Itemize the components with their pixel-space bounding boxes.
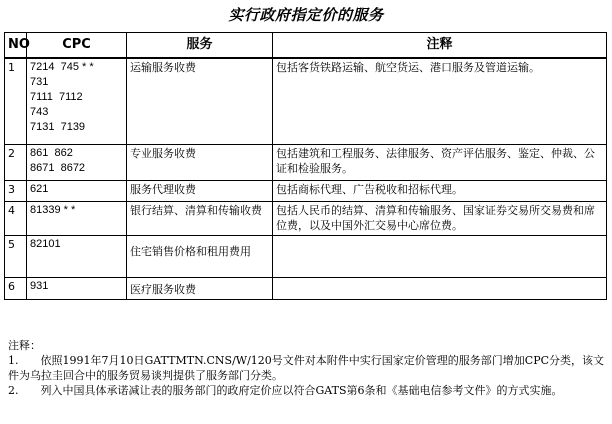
service-cell: [127, 277, 273, 299]
footnotes-heading: 注释：: [8, 339, 41, 352]
row-number: 6: [5, 277, 27, 299]
cpc-code: 7214 745 * *: [30, 61, 94, 73]
footnote-item: 2. 列入中国具体承诺减让表的服务部门的政府定价应以符合GATS第6条和《基础电信参考文件》的方式实施。: [8, 384, 563, 397]
service-cell: 专业服务收费: [127, 144, 273, 180]
cpc-code: 861 862: [30, 146, 73, 159]
document-title: 实行政府指定价的服务: [228, 6, 384, 24]
note-cell: 包括人民币的结算、清算和传输服务、国家证券交易所交易费和席位费，以及中国外汇交易中心席位费。: [273, 201, 607, 235]
table-row: [5, 144, 607, 180]
table-row: [5, 180, 607, 201]
note-cell: 包括建筑和工程服务、法律服务、资产评估服务、鉴定、仲裁、公证和检验服务。: [273, 144, 607, 180]
note-cell: [273, 277, 607, 299]
cpc-codes: [27, 58, 127, 144]
row-number: 3: [5, 180, 27, 201]
service-cell: 服务代理收费: [127, 180, 273, 201]
service-cell: [127, 235, 273, 277]
service-label: 住宅销售价格和租用费用: [130, 244, 251, 258]
cpc-code: 743: [30, 106, 49, 118]
cpc-codes: [27, 201, 127, 235]
row-number: 2: [5, 144, 27, 180]
service-label: 医疗服务收费: [130, 282, 196, 296]
row-number: 1: [5, 58, 27, 144]
header-cpc: CPC: [27, 33, 127, 59]
cpc-code: 931: [30, 279, 49, 292]
header-service: 服务: [127, 33, 273, 59]
table-row: [5, 58, 607, 144]
note-cell: 包括商标代理、广告税收和招标代理。: [273, 180, 607, 201]
pricing-table: [4, 32, 607, 300]
table-header-row: [5, 33, 607, 59]
cpc-code: 621: [30, 182, 49, 195]
cpc-codes: [27, 277, 127, 299]
row-number: 5: [5, 235, 27, 277]
cpc-code: 7111 7112: [30, 91, 83, 103]
cpc-code: 731: [30, 76, 49, 88]
cpc-code: 81339 * *: [30, 203, 76, 216]
table-row: [5, 201, 607, 235]
footnote-item: 1. 依照1991年7月10日GATTMTN.CNS/W/120号文件对本附件中实行国家定价管理的服务部门增加CPC分类，该文件为乌拉圭回合中的服务贸易谈判提供了服务部门分类。: [8, 354, 605, 382]
cpc-codes: [27, 235, 127, 277]
row-number: 4: [5, 201, 27, 235]
service-cell: 运输服务收费: [127, 58, 273, 144]
cpc-code: 7131 7139: [30, 121, 86, 133]
cpc-code: 82101: [30, 237, 61, 250]
cpc-code: 8671 8672: [30, 161, 86, 174]
header-no: NO: [5, 33, 27, 59]
note-cell: 包括客货铁路运输、航空货运、港口服务及管道运输。: [273, 58, 607, 144]
note-cell: [273, 235, 607, 277]
cpc-codes: [27, 180, 127, 201]
cpc-codes: [27, 144, 127, 180]
table-row: [5, 235, 607, 277]
table-row: [5, 277, 607, 299]
footnotes: [8, 338, 606, 398]
service-cell: 银行结算、清算和传输收费: [127, 201, 273, 235]
header-note: 注释: [273, 33, 607, 59]
